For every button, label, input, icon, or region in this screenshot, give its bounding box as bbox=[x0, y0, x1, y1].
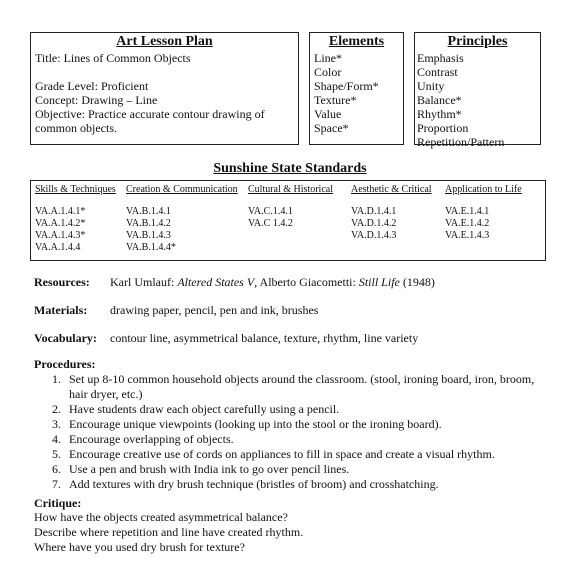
standards-column-heading: Cultural & Historical bbox=[248, 184, 333, 195]
principle-item: Proportion bbox=[417, 121, 469, 135]
objective-line-cont: common objects. bbox=[35, 121, 117, 135]
standard-code: VA.D.1.4.3 bbox=[351, 230, 397, 241]
standard-code: VA.E.1.4.1 bbox=[445, 206, 490, 217]
standard-code: VA.A.1.4.1* bbox=[35, 206, 86, 217]
procedure-step: 2. Have students draw each object carefully using a pencil. bbox=[52, 402, 340, 416]
procedure-step: 1. Set up 8-10 common household objects around the classroom. (stool, ironing board, iron, broom, hair dryer, etc.) bbox=[52, 372, 535, 401]
standard-code: VA.B.1.4.3 bbox=[126, 230, 171, 241]
standards-title: Sunshine State Standards bbox=[213, 161, 367, 176]
resources-work-2: Still Life bbox=[358, 275, 400, 289]
procedures-list bbox=[52, 372, 552, 492]
principle-item: Balance* bbox=[417, 93, 462, 107]
resources-label: Resources: bbox=[34, 275, 90, 289]
critique-question: How have the objects created asymmetrical balance? bbox=[34, 510, 288, 524]
standards-column-heading: Skills & Techniques bbox=[35, 184, 116, 195]
principle-item: Emphasis bbox=[417, 51, 464, 65]
standard-code: VA.B.1.4.1 bbox=[126, 206, 171, 217]
element-item: Space* bbox=[314, 121, 349, 135]
standard-code: VA.B.1.4.4* bbox=[126, 242, 176, 253]
standard-code: VA.A.1.4.4 bbox=[35, 242, 81, 253]
vocabulary-value: contour line, asymmetrical balance, texture, rhythm, line variety bbox=[110, 331, 419, 345]
element-item: Value bbox=[314, 107, 342, 121]
element-item: Texture* bbox=[314, 93, 357, 107]
standard-code: VA.B.1.4.2 bbox=[126, 218, 171, 229]
principle-item: Repetition/Pattern bbox=[417, 135, 505, 149]
lesson-plan-box bbox=[30, 32, 299, 145]
standards-column-heading: Aesthetic & Critical bbox=[351, 184, 432, 195]
standards-column-heading: Application to Life bbox=[445, 184, 522, 195]
standard-code: VA.E.1.4.2 bbox=[445, 218, 490, 229]
procedure-step: 5. Encourage creative use of cords on appliances to fill in space and create a visual rhythm. bbox=[52, 447, 495, 461]
grade-level-line: Grade Level: Proficient bbox=[35, 79, 149, 93]
element-item: Line* bbox=[314, 51, 342, 65]
critique-label: Critique: bbox=[34, 496, 82, 510]
critique-question: Where have you used dry brush for texture? bbox=[34, 540, 245, 554]
standards-box bbox=[30, 180, 546, 261]
element-item: Shape/Form* bbox=[314, 79, 379, 93]
standard-code: VA.E.1.4.3 bbox=[445, 230, 490, 241]
materials-value: drawing paper, pencil, pen and ink, brushes bbox=[110, 303, 319, 317]
critique-questions bbox=[34, 510, 303, 555]
standards-column-cultural bbox=[248, 183, 333, 230]
procedure-step: 6. Use a pen and brush with India ink to go over pencil lines. bbox=[52, 462, 350, 476]
concept-line: Concept: Drawing – Line bbox=[35, 93, 158, 107]
standard-code: VA.D.1.4.1 bbox=[351, 206, 397, 217]
vocabulary-label: Vocabulary: bbox=[34, 331, 97, 345]
critique-question: Describe where repetition and line have created rhythm. bbox=[34, 525, 304, 539]
lesson-plan-title: Art Lesson Plan bbox=[116, 34, 213, 49]
standards-column-aesthetic bbox=[351, 183, 432, 242]
principles-title: Principles bbox=[447, 34, 508, 49]
standard-code: VA.C 1.4.2 bbox=[248, 218, 293, 229]
standards-column-heading: Creation & Communication bbox=[126, 184, 238, 195]
objective-line: Objective: Practice accurate contour drawing of bbox=[35, 107, 265, 121]
procedures-label: Procedures: bbox=[34, 357, 96, 371]
principle-item: Rhythm* bbox=[417, 107, 462, 121]
principles-box bbox=[414, 32, 541, 149]
lesson-title-line: Title: Lines of Common Objects bbox=[35, 51, 191, 65]
elements-box bbox=[309, 32, 404, 145]
principle-item: Contrast bbox=[417, 65, 458, 79]
standard-code: VA.C.1.4.1 bbox=[248, 206, 293, 217]
standards-column-skills bbox=[35, 183, 116, 254]
standard-code: VA.A.1.4.2* bbox=[35, 218, 86, 229]
element-item: Color bbox=[314, 65, 342, 79]
principle-item: Unity bbox=[417, 79, 445, 93]
elements-title: Elements bbox=[328, 34, 385, 49]
resources-work-1: Altered States V bbox=[177, 275, 255, 289]
standard-code: VA.D.1.4.2 bbox=[351, 218, 397, 229]
standards-column-creation bbox=[126, 183, 238, 254]
standards-column-application bbox=[445, 183, 522, 242]
procedure-step: 3. Encourage unique viewpoints (looking up into the stool or the ironing board). bbox=[52, 417, 442, 431]
procedure-step: 4. Encourage overlapping of objects. bbox=[52, 432, 234, 446]
procedure-step: 7. Add textures with dry brush technique (bristles of broom) and crosshatching. bbox=[52, 477, 439, 491]
lesson-spacer-line bbox=[35, 65, 294, 79]
materials-label: Materials: bbox=[34, 303, 88, 317]
standard-code: VA.A.1.4.3* bbox=[35, 230, 86, 241]
resources-value: Karl Umlauf: Altered States V, Alberto Giacometti: Still Life (1948) bbox=[110, 275, 435, 289]
